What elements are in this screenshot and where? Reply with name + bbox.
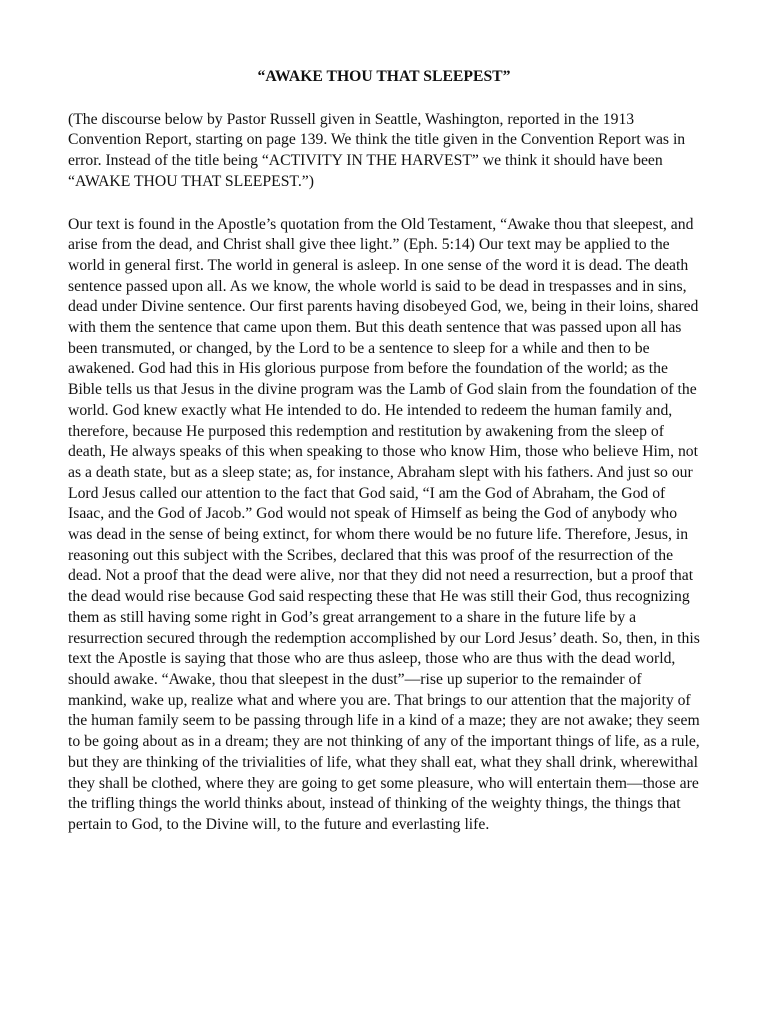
- document-page: [68, 67, 700, 858]
- intro-paragraph: (The discourse below by Pastor Russell given in Seattle, Washington, reported in the 1913 Convention Report, starting on page 139. We think the title given in the Convention Report was in error. Instead of the title being “ACTIVITY IN THE HARVEST” we think it should have been “AWAKE THOU THAT SLEEPEST.”): [68, 110, 686, 190]
- body-paragraph: Our text is found in the Apostle’s quotation from the Old Testament, “Awake thou that sleepest, and arise from the dead, and Christ shall give thee light.” (Eph. 5:14) Our text may be applied to the world in general first. The world in general is asleep. In one sense of the word it is dead. The death sentence passed upon all. As we know, the whole world is said to be dead in trespasses and in sins, dead under Divine sentence. Our first parents having disobeyed God, we, being in their loins, shared with them the sentence that came upon them. But this death sentence that was passed upon all has been transmuted, or changed, by the Lord to be a sentence to sleep for a while and then to be awakened. God had this in His glorious purpose from before the foundation of the world; as the Bible tells us that Jesus in the divine program was the Lamb of God slain from the foundation of the world. God knew exactly what He intended to do. He intended to redeem the human family and, therefore, because He purposed this redemption and restitution by awakening from the sleep of death, He always speaks of this when speaking to those who know Him, those who believe Him, not as a death state, but as a sleep state; as, for instance, Abraham slept with his fathers. And just so our Lord Jesus called our attention to the fact that God said, “I am the God of Abraham, the God of Isaac, and the God of Jacob.” God would not speak of Himself as being the God of anybody who was dead in the sense of being extinct, for whom there would be no future life. Therefore, Jesus, in reasoning out this subject with the Scribes, declared that this was proof of the resurrection of the dead. Not a proof that the dead were alive, nor that they did not need a resurrection, but a proof that the dead would rise because God said respecting these that He was still their God, thus recognizing them as still having some right in God’s great arrangement to a share in the future life by a resurrection secured through the redemption accomplished by our Lord Jesus’ death. So, then, in this text the Apostle is saying that those who are thus asleep, those who are thus with the dead world, should awake. “Awake, thou that sleepest in the dust”—rise up superior to the remainder of mankind, wake up, realize what and where you are. That brings to our attention that the majority of the human family seem to be passing through life in a kind of a maze; they are not awake; they seem to be going about as in a dream; they are not thinking of any of the important things of life, as a rule, but they are thinking of the trivialities of life, what they shall eat, what they shall drink, wherewithal they shall be clothed, where they are going to get some pleasure, who will entertain them—those are the trifling things the world thinks about, instead of thinking of the weighty things, the things that pertain to God, to the Divine will, to the future and everlasting life.: [68, 215, 700, 833]
- document-title: “AWAKE THOU THAT SLEEPEST”: [257, 68, 511, 85]
